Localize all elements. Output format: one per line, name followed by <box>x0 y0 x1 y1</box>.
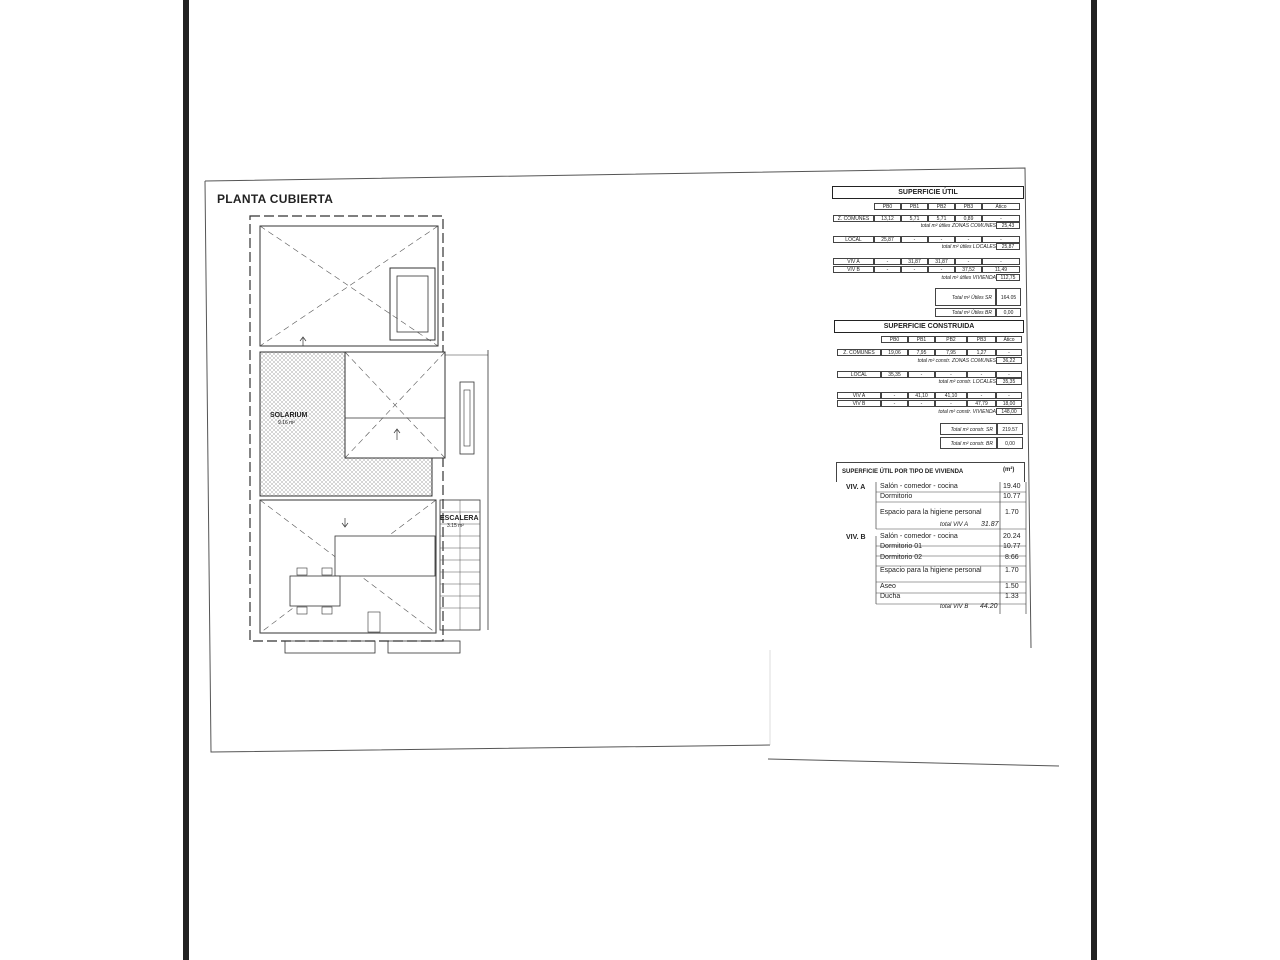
util-cell: - <box>901 266 928 273</box>
construida-header: PB2 <box>935 336 967 343</box>
construida-br-value: 0,00 <box>997 437 1023 449</box>
util-cell: 11,49 <box>982 266 1020 273</box>
tipo-unit: (m²) <box>1003 467 1015 473</box>
util-row-label: VIV B <box>833 266 874 273</box>
viv-a-label: VIV. A <box>846 484 866 491</box>
util-cell: 5,71 <box>928 215 955 222</box>
viv-b-total-value: 44.20 <box>980 603 998 610</box>
viv-b-room: Ducha <box>880 593 901 600</box>
util-cell: - <box>982 236 1020 243</box>
viv-a-room: Dormitorio <box>880 493 913 500</box>
util-cell: 13,12 <box>874 215 901 222</box>
construida-cell: - <box>967 392 996 399</box>
construida-header: PB1 <box>908 336 935 343</box>
util-header: Ático <box>982 203 1020 210</box>
viv-b-label: VIV. B <box>846 534 866 541</box>
util-cell: - <box>982 258 1020 265</box>
viv-a-value: 10.77 <box>1003 493 1021 500</box>
util-cell: 31,87 <box>928 258 955 265</box>
construida-header: PB3 <box>967 336 996 343</box>
construida-cell: 7,95 <box>935 349 967 356</box>
construida-total-locales-value: 35,35 <box>996 378 1022 385</box>
construida-cell: - <box>935 371 967 378</box>
util-cell: - <box>874 258 901 265</box>
construida-sr-value: 219.57 <box>997 423 1023 435</box>
construida-cell: - <box>967 371 996 378</box>
viv-b-value: 1.33 <box>1005 593 1019 600</box>
construida-cell: 41,10 <box>935 392 967 399</box>
viv-a-room: Espacio para la higiene personal <box>880 509 982 516</box>
viv-b-value: 1.50 <box>1005 583 1019 590</box>
construida-cell: - <box>996 371 1022 378</box>
construida-cell: - <box>881 400 908 407</box>
construida-cell: 35,35 <box>881 371 908 378</box>
construida-cell: 18,00 <box>996 400 1022 407</box>
util-total-locales-label: total m² útiles LOCALES <box>941 244 996 250</box>
construida-cell: 41,10 <box>908 392 935 399</box>
util-header: PB1 <box>901 203 928 210</box>
util-cell: 31,87 <box>901 258 928 265</box>
viv-b-room: Espacio para la higiene personal <box>880 567 982 574</box>
util-cell: - <box>901 236 928 243</box>
util-row-label: LOCAL <box>833 236 874 243</box>
util-total-locales-value: 25,87 <box>996 243 1020 250</box>
util-header: PB0 <box>874 203 901 210</box>
tipo-title: SUPERFICIE ÚTIL POR TIPO DE VIVIENDA <box>842 469 964 475</box>
construida-row-label: VIV A <box>837 392 881 399</box>
construida-cell: 1,27 <box>967 349 996 356</box>
util-cell: 25,87 <box>874 236 901 243</box>
construida-total-comunes-label: total m² constr. ZONAS COMUNES <box>917 358 996 364</box>
util-total-vivienda-value: 112,75 <box>996 274 1020 281</box>
viv-b-room: Salón - comedor - cocina <box>880 533 958 540</box>
viv-a-value: 19.40 <box>1003 483 1021 490</box>
solarium-area: 9.16 m² <box>278 420 295 426</box>
util-total-comunes-value: 25,43 <box>996 222 1020 229</box>
solarium-label: SOLARIUM <box>270 412 308 419</box>
viv-a-value: 1.70 <box>1005 509 1019 516</box>
util-cell: - <box>955 236 982 243</box>
construida-header: Ático <box>996 336 1022 343</box>
construida-total-comunes-value: 36,22 <box>996 357 1022 364</box>
util-sr-value: 164.05 <box>996 288 1021 306</box>
construida-cell: 47,79 <box>967 400 996 407</box>
util-header: PB3 <box>955 203 982 210</box>
construida-total-locales-label: total m² constr. LOCALES <box>938 379 996 385</box>
construida-total-vivienda-label: total m² constr. VIVIENDA <box>938 409 996 415</box>
viv-b-value: 8.66 <box>1005 554 1019 561</box>
construida-row-label: VIV B <box>837 400 881 407</box>
construida-cell: - <box>935 400 967 407</box>
construida-total-vivienda-value: 148,00 <box>996 408 1022 415</box>
util-cell: - <box>928 236 955 243</box>
viv-b-value: 10.77 <box>1003 543 1021 550</box>
viv-b-value: 20.24 <box>1003 533 1021 540</box>
viv-b-value: 1.70 <box>1005 567 1019 574</box>
util-cell: - <box>955 258 982 265</box>
construida-sr-label: Total m² constr. SR <box>940 423 997 435</box>
floor-plan-drawing <box>240 200 510 670</box>
construida-cell: - <box>908 371 935 378</box>
construida-row-label: LOCAL <box>837 371 881 378</box>
util-header: PB2 <box>928 203 955 210</box>
viv-b-room: Aseo <box>880 583 896 590</box>
util-total-comunes-label: total m² útiles ZONAS COMUNES <box>920 223 996 229</box>
util-cell: - <box>874 266 901 273</box>
util-cell: - <box>982 215 1020 222</box>
construida-cell: - <box>996 349 1022 356</box>
viv-b-room: Dormitorio 01 <box>880 543 923 550</box>
util-br-label: Total m² Útiles BR <box>935 308 996 317</box>
util-br-value: 0,00 <box>996 308 1021 317</box>
construida-cell: - <box>908 400 935 407</box>
util-row-label: VIV A <box>833 258 874 265</box>
construida-cell: 19,06 <box>881 349 908 356</box>
construida-row-label: Z. COMUNES <box>837 349 881 356</box>
util-cell: 0,89 <box>955 215 982 222</box>
viv-b-room: Dormitorio 02 <box>880 554 923 561</box>
plan-title: PLANTA CUBIERTA <box>217 192 334 206</box>
util-total-vivienda-label: total m² útiles VIVIENDA <box>941 275 996 281</box>
construida-cell: - <box>996 392 1022 399</box>
util-cell: 5,71 <box>901 215 928 222</box>
viv-b-total-label: total VIV B <box>940 604 969 610</box>
util-cell: - <box>928 266 955 273</box>
viv-a-total-value: 31.87 <box>981 521 999 528</box>
construida-cell: 7,95 <box>908 349 935 356</box>
construida-title: SUPERFICIE CONSTRUIDA <box>834 320 1024 333</box>
viv-a-total-label: total VIV A <box>940 522 969 528</box>
construida-cell: - <box>881 392 908 399</box>
util-cell: 37,52 <box>955 266 982 273</box>
escalera-area: 3.15 m² <box>447 523 464 529</box>
construida-header: PB0 <box>881 336 908 343</box>
viv-a-room: Salón - comedor - cocina <box>880 483 958 490</box>
escalera-label: ESCALERA <box>440 515 479 522</box>
construida-br-label: Total m² constr. BR <box>940 437 997 449</box>
util-row-label: Z. COMUNES <box>833 215 874 222</box>
util-title: SUPERFICIE ÚTIL <box>832 186 1024 199</box>
util-sr-label: Total m² Útiles SR <box>935 288 996 306</box>
